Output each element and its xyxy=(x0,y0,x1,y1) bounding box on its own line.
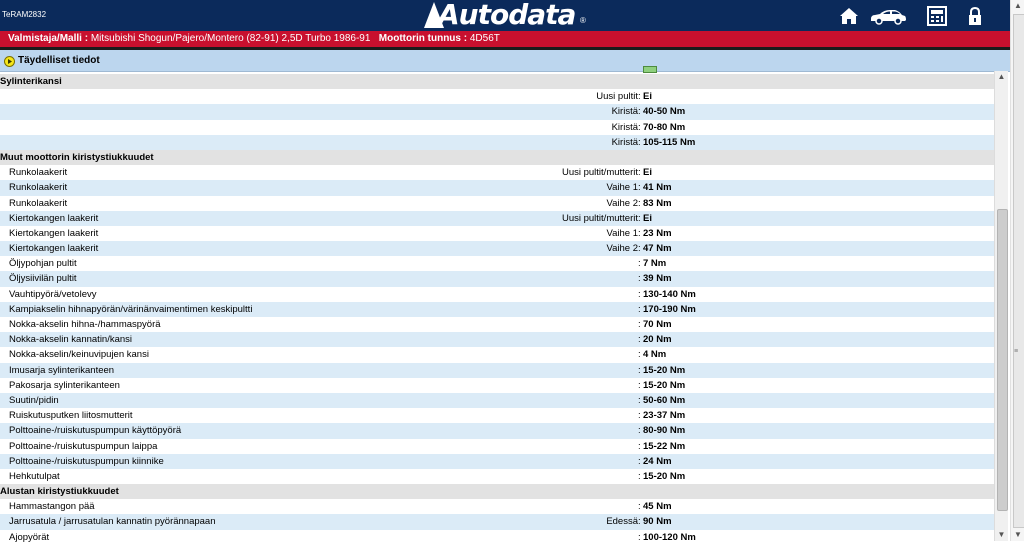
car-icon[interactable] xyxy=(869,6,907,26)
table-row xyxy=(0,165,994,180)
autodata-logo[interactable] xyxy=(424,0,588,30)
group-heading: Muut moottorin kiristystiukkuudet xyxy=(0,151,154,163)
separator: : xyxy=(638,273,641,285)
table-row xyxy=(0,89,994,104)
separator: : xyxy=(638,243,641,255)
group-heading-row xyxy=(0,150,994,165)
component-name: Jarrusatula / jarrusatulan kannatin pyörännapaan xyxy=(9,516,216,528)
component-name: Suutin/pidin xyxy=(9,394,59,406)
component-name: Nokka-akselin kannatin/kansi xyxy=(9,334,133,346)
vehicle-info-bar xyxy=(0,31,1010,47)
separator: : xyxy=(638,410,641,422)
component-name: Kiertokangen laakerit xyxy=(9,212,99,224)
separator: : xyxy=(638,91,641,103)
scrollbar-grip-icon: ≡ xyxy=(1014,348,1019,355)
calculator-icon[interactable] xyxy=(927,6,947,26)
step-label: Edessä xyxy=(606,516,638,528)
logo-registered-mark: ® xyxy=(580,16,586,25)
torque-value: 15-20 Nm xyxy=(643,364,686,376)
separator: : xyxy=(638,470,641,482)
torque-value: 15-20 Nm xyxy=(643,379,686,391)
torque-value: 83 Nm xyxy=(643,197,672,209)
torque-value: 40-50 Nm xyxy=(643,106,686,118)
group-heading: Alustan kiristystiukkuudet xyxy=(0,486,119,498)
component-name: Runkolaakerit xyxy=(9,197,68,209)
torque-value: 80-90 Nm xyxy=(643,425,686,437)
content-scrollbar-thumb[interactable] xyxy=(997,209,1008,511)
home-icon[interactable] xyxy=(839,6,859,26)
torque-value: 15-22 Nm xyxy=(643,440,686,452)
page-scrollbar-thumb[interactable] xyxy=(1013,14,1024,528)
component-name: Polttoaine-/ruiskutuspumpun kiinnike xyxy=(9,455,164,467)
separator: : xyxy=(638,212,641,224)
step-label: Uusi pultit/mutterit xyxy=(561,167,638,179)
table-row xyxy=(0,469,994,484)
lock-icon[interactable] xyxy=(967,6,983,26)
torque-value: 100-120 Nm xyxy=(643,531,696,543)
component-name: Pakosarja sylinterikanteen xyxy=(9,379,120,391)
torque-value: 23 Nm xyxy=(643,227,672,239)
table-row xyxy=(0,347,994,362)
torque-value: 50-60 Nm xyxy=(643,394,686,406)
top-header xyxy=(0,0,1010,31)
table-row xyxy=(0,135,994,150)
table-row xyxy=(0,302,994,317)
table-row xyxy=(0,256,994,271)
image-placeholder-icon[interactable] xyxy=(643,66,657,73)
separator: : xyxy=(638,227,641,239)
separator: : xyxy=(638,379,641,391)
step-label: Uusi pultit/mutterit xyxy=(561,212,638,224)
torque-value: 15-20 Nm xyxy=(643,470,686,482)
table-row xyxy=(0,499,994,514)
table-row xyxy=(0,393,994,408)
model-label: Valmistaja/Malli : xyxy=(8,33,89,44)
torque-value: 105-115 Nm xyxy=(643,136,696,148)
step-label: Kiristä xyxy=(611,106,638,118)
torque-value: 7 Nm xyxy=(643,258,667,270)
separator: : xyxy=(638,288,641,300)
table-row xyxy=(0,530,994,545)
separator: : xyxy=(638,136,641,148)
table-row xyxy=(0,287,994,302)
torque-value: 90 Nm xyxy=(643,516,672,528)
logo-text: Autodata xyxy=(438,0,576,31)
step-label: Vaihe 1 xyxy=(606,227,638,239)
step-label: Uusi pultit xyxy=(596,91,638,103)
torque-value: 70 Nm xyxy=(643,319,672,330)
separator: : xyxy=(638,455,641,467)
torque-value: Ei xyxy=(643,212,652,224)
table-row xyxy=(0,196,994,211)
separator: : xyxy=(638,440,641,452)
torque-value: 45 Nm xyxy=(643,501,672,513)
torque-value: 47 Nm xyxy=(643,243,672,255)
separator: : xyxy=(638,258,641,270)
component-name: Polttoaine-/ruiskutuspumpun laippa xyxy=(9,440,158,452)
table-row xyxy=(0,423,994,438)
section-header[interactable] xyxy=(0,50,1010,72)
table-row xyxy=(0,378,994,393)
separator: : xyxy=(638,319,641,330)
separator: : xyxy=(638,303,641,315)
separator: : xyxy=(638,182,641,194)
table-row xyxy=(0,363,994,378)
component-name: Kiertokangen laakerit xyxy=(9,227,99,239)
separator: : xyxy=(638,349,641,361)
table-row xyxy=(0,454,994,469)
component-name: Ajopyörät xyxy=(9,531,50,543)
section-title: Täydelliset tiedot xyxy=(18,55,100,66)
torque-value: Ei xyxy=(643,167,652,179)
page-scrollbar[interactable] xyxy=(1010,0,1024,541)
component-name: Runkolaakerit xyxy=(9,167,68,179)
component-name: Imusarja sylinterikanteen xyxy=(9,364,115,376)
table-row xyxy=(0,211,994,226)
content-scrollbar[interactable] xyxy=(994,71,1008,541)
engine-code-value: 4D56T xyxy=(469,33,500,44)
separator: : xyxy=(638,106,641,118)
model-value: Mitsubishi Shogun/Pajero/Montero (82-91) 2,5D Turbo 1986-91 xyxy=(90,33,371,44)
step-label: Kiristä xyxy=(611,121,638,133)
engine-code-label: Moottorin tunnus : xyxy=(378,33,468,44)
torque-value: 130-140 Nm xyxy=(643,288,696,300)
component-name: Nokka-akselin/keinuvipujen kansi xyxy=(9,349,149,361)
torque-value: 41 Nm xyxy=(643,182,672,194)
component-name: Vauhtipyörä/vetolevy xyxy=(9,288,97,300)
table-row xyxy=(0,180,994,195)
torque-value: 170-190 Nm xyxy=(643,303,696,315)
scroll-up-arrow-icon[interactable]: ▲ xyxy=(997,72,1006,81)
step-label: Kiristä xyxy=(611,136,638,148)
component-name: Nokka-akselin hihna-/hammaspyörä xyxy=(9,319,161,330)
component-name: Ruiskutusputken liitosmutterit xyxy=(9,410,133,422)
torque-value: 70-80 Nm xyxy=(643,121,686,133)
page-scroll-down-arrow-icon[interactable]: ▼ xyxy=(1014,530,1022,539)
table-row xyxy=(0,226,994,241)
component-name: Kiertokangen laakerit xyxy=(9,243,99,255)
group-heading: Sylinterikansi xyxy=(0,76,62,87)
torque-table xyxy=(0,74,994,545)
component-name: Polttoaine-/ruiskutuspumpun käyttöpyörä xyxy=(9,425,182,437)
table-row xyxy=(0,514,994,529)
separator: : xyxy=(638,425,641,437)
torque-value: Ei xyxy=(643,91,652,103)
table-row xyxy=(0,439,994,454)
table-row xyxy=(0,241,994,256)
table-row xyxy=(0,271,994,286)
component-name: Öljysiivilän pultit xyxy=(9,273,77,285)
separator: : xyxy=(638,121,641,133)
expand-arrow-icon[interactable] xyxy=(4,54,15,72)
component-name: Hehkutulpat xyxy=(9,470,60,482)
separator: : xyxy=(638,501,641,513)
separator: : xyxy=(638,516,641,528)
torque-value: 4 Nm xyxy=(643,349,667,361)
torque-value: 24 Nm xyxy=(643,455,672,467)
component-name: Hammastangon pää xyxy=(9,501,95,513)
page-scroll-up-arrow-icon[interactable]: ▲ xyxy=(1014,1,1022,10)
separator: : xyxy=(638,394,641,406)
separator: : xyxy=(638,364,641,376)
separator: : xyxy=(638,531,641,543)
tech-id: TeRAM2832 xyxy=(2,10,47,19)
group-heading-row xyxy=(0,74,994,89)
separator: : xyxy=(638,197,641,209)
component-name: Runkolaakerit xyxy=(9,182,68,194)
step-label: Vaihe 2 xyxy=(606,197,638,209)
component-name: Kampiakselin hihnapyörän/värinänvaimentimen keskipultti xyxy=(9,303,253,315)
scroll-down-arrow-icon[interactable]: ▼ xyxy=(997,530,1006,539)
group-heading-row xyxy=(0,484,994,499)
table-row xyxy=(0,332,994,347)
torque-value: 39 Nm xyxy=(643,273,672,285)
step-label: Vaihe 1 xyxy=(606,182,638,194)
table-row xyxy=(0,408,994,423)
torque-value: 20 Nm xyxy=(643,334,672,346)
separator: : xyxy=(638,167,641,179)
table-row xyxy=(0,120,994,135)
torque-value: 23-37 Nm xyxy=(643,410,686,422)
separator: : xyxy=(638,334,641,346)
component-name: Öljypohjan pultit xyxy=(9,258,77,270)
table-row xyxy=(0,317,994,332)
table-row xyxy=(0,104,994,119)
step-label: Vaihe 2 xyxy=(606,243,638,255)
